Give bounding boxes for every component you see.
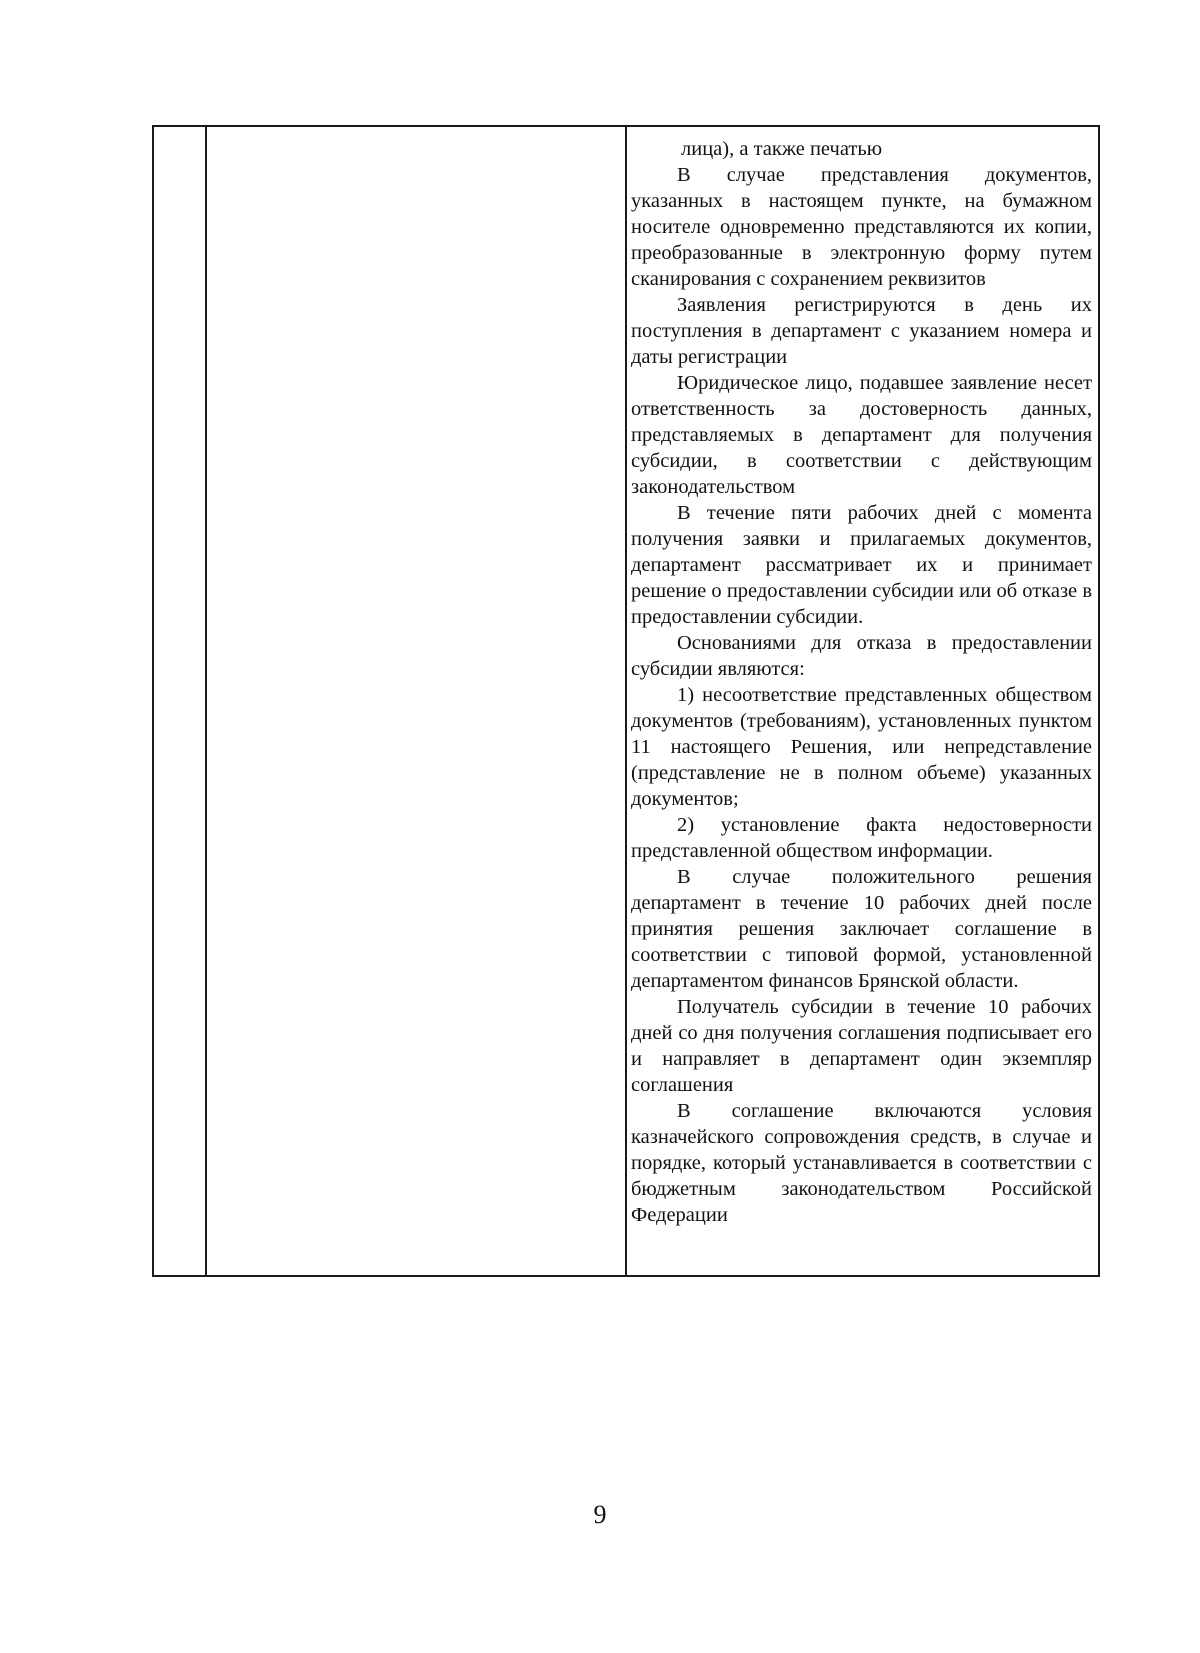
paragraph-refusal-grounds: Основаниями для отказа в предоставлении субсидии являются:: [631, 632, 1092, 680]
paragraph-responsibility: Юридическое лицо, подавшее заявление несет ответственность за достоверность данных, представляемых в департамент для получения субсидии, в соответствии с действующим законодательством: [631, 372, 1092, 498]
paragraph-paper-copies: В случае представления документов, указанных в настоящем пункте, на бумажном носителе одновременно представляются их копии, преобразованные в электронную форму путем сканирования с сохранением реквизитов: [631, 164, 1092, 290]
paragraph-recipient-signing: Получатель субсидии в течение 10 рабочих дней со дня получения соглашения подписывает его и направляет в департамент один экземпляр соглашения: [631, 996, 1092, 1096]
paragraph-agreement: В случае положительного решения департамент в течение 10 рабочих дней после принятия решения заключает соглашение в соответствии с типовой формой, установленной департаментом финансов Брянской области.: [631, 866, 1092, 992]
table-column-content: [627, 127, 1098, 1275]
paragraph-refusal-item-1: 1) несоответствие представленных обществом документов (требованиям), установленных пунктом 11 настоящего Решения, или непредставление (представление не в полном объеме) указанных документов;: [631, 684, 1092, 810]
paragraph-registration: Заявления регистрируются в день их поступления в департамент с указанием номера и даты регистрации: [631, 294, 1092, 368]
table-column-number: [154, 127, 207, 1275]
paragraph-review-period: В течение пяти рабочих дней с момента получения заявки и прилагаемых документов, департамент рассматривает их и принимает решение о предоставлении субсидии или об отказе в предоставлении субсидии.: [631, 502, 1092, 628]
table-column-name: [207, 127, 627, 1275]
paragraph-refusal-item-2: 2) установление факта недостоверности представленной обществом информации.: [631, 814, 1092, 862]
page-number: 9: [593, 1500, 607, 1529]
paragraph-treasury-support: В соглашение включаются условия казначейского сопровождения средств, в случае и порядке, который устанавливается в соответствии с бюджетным законодательством Российской Федерации: [631, 1100, 1092, 1226]
document-table: [152, 125, 1100, 1277]
paragraph-stamp-continuation: лица), а также печатью: [681, 138, 883, 160]
